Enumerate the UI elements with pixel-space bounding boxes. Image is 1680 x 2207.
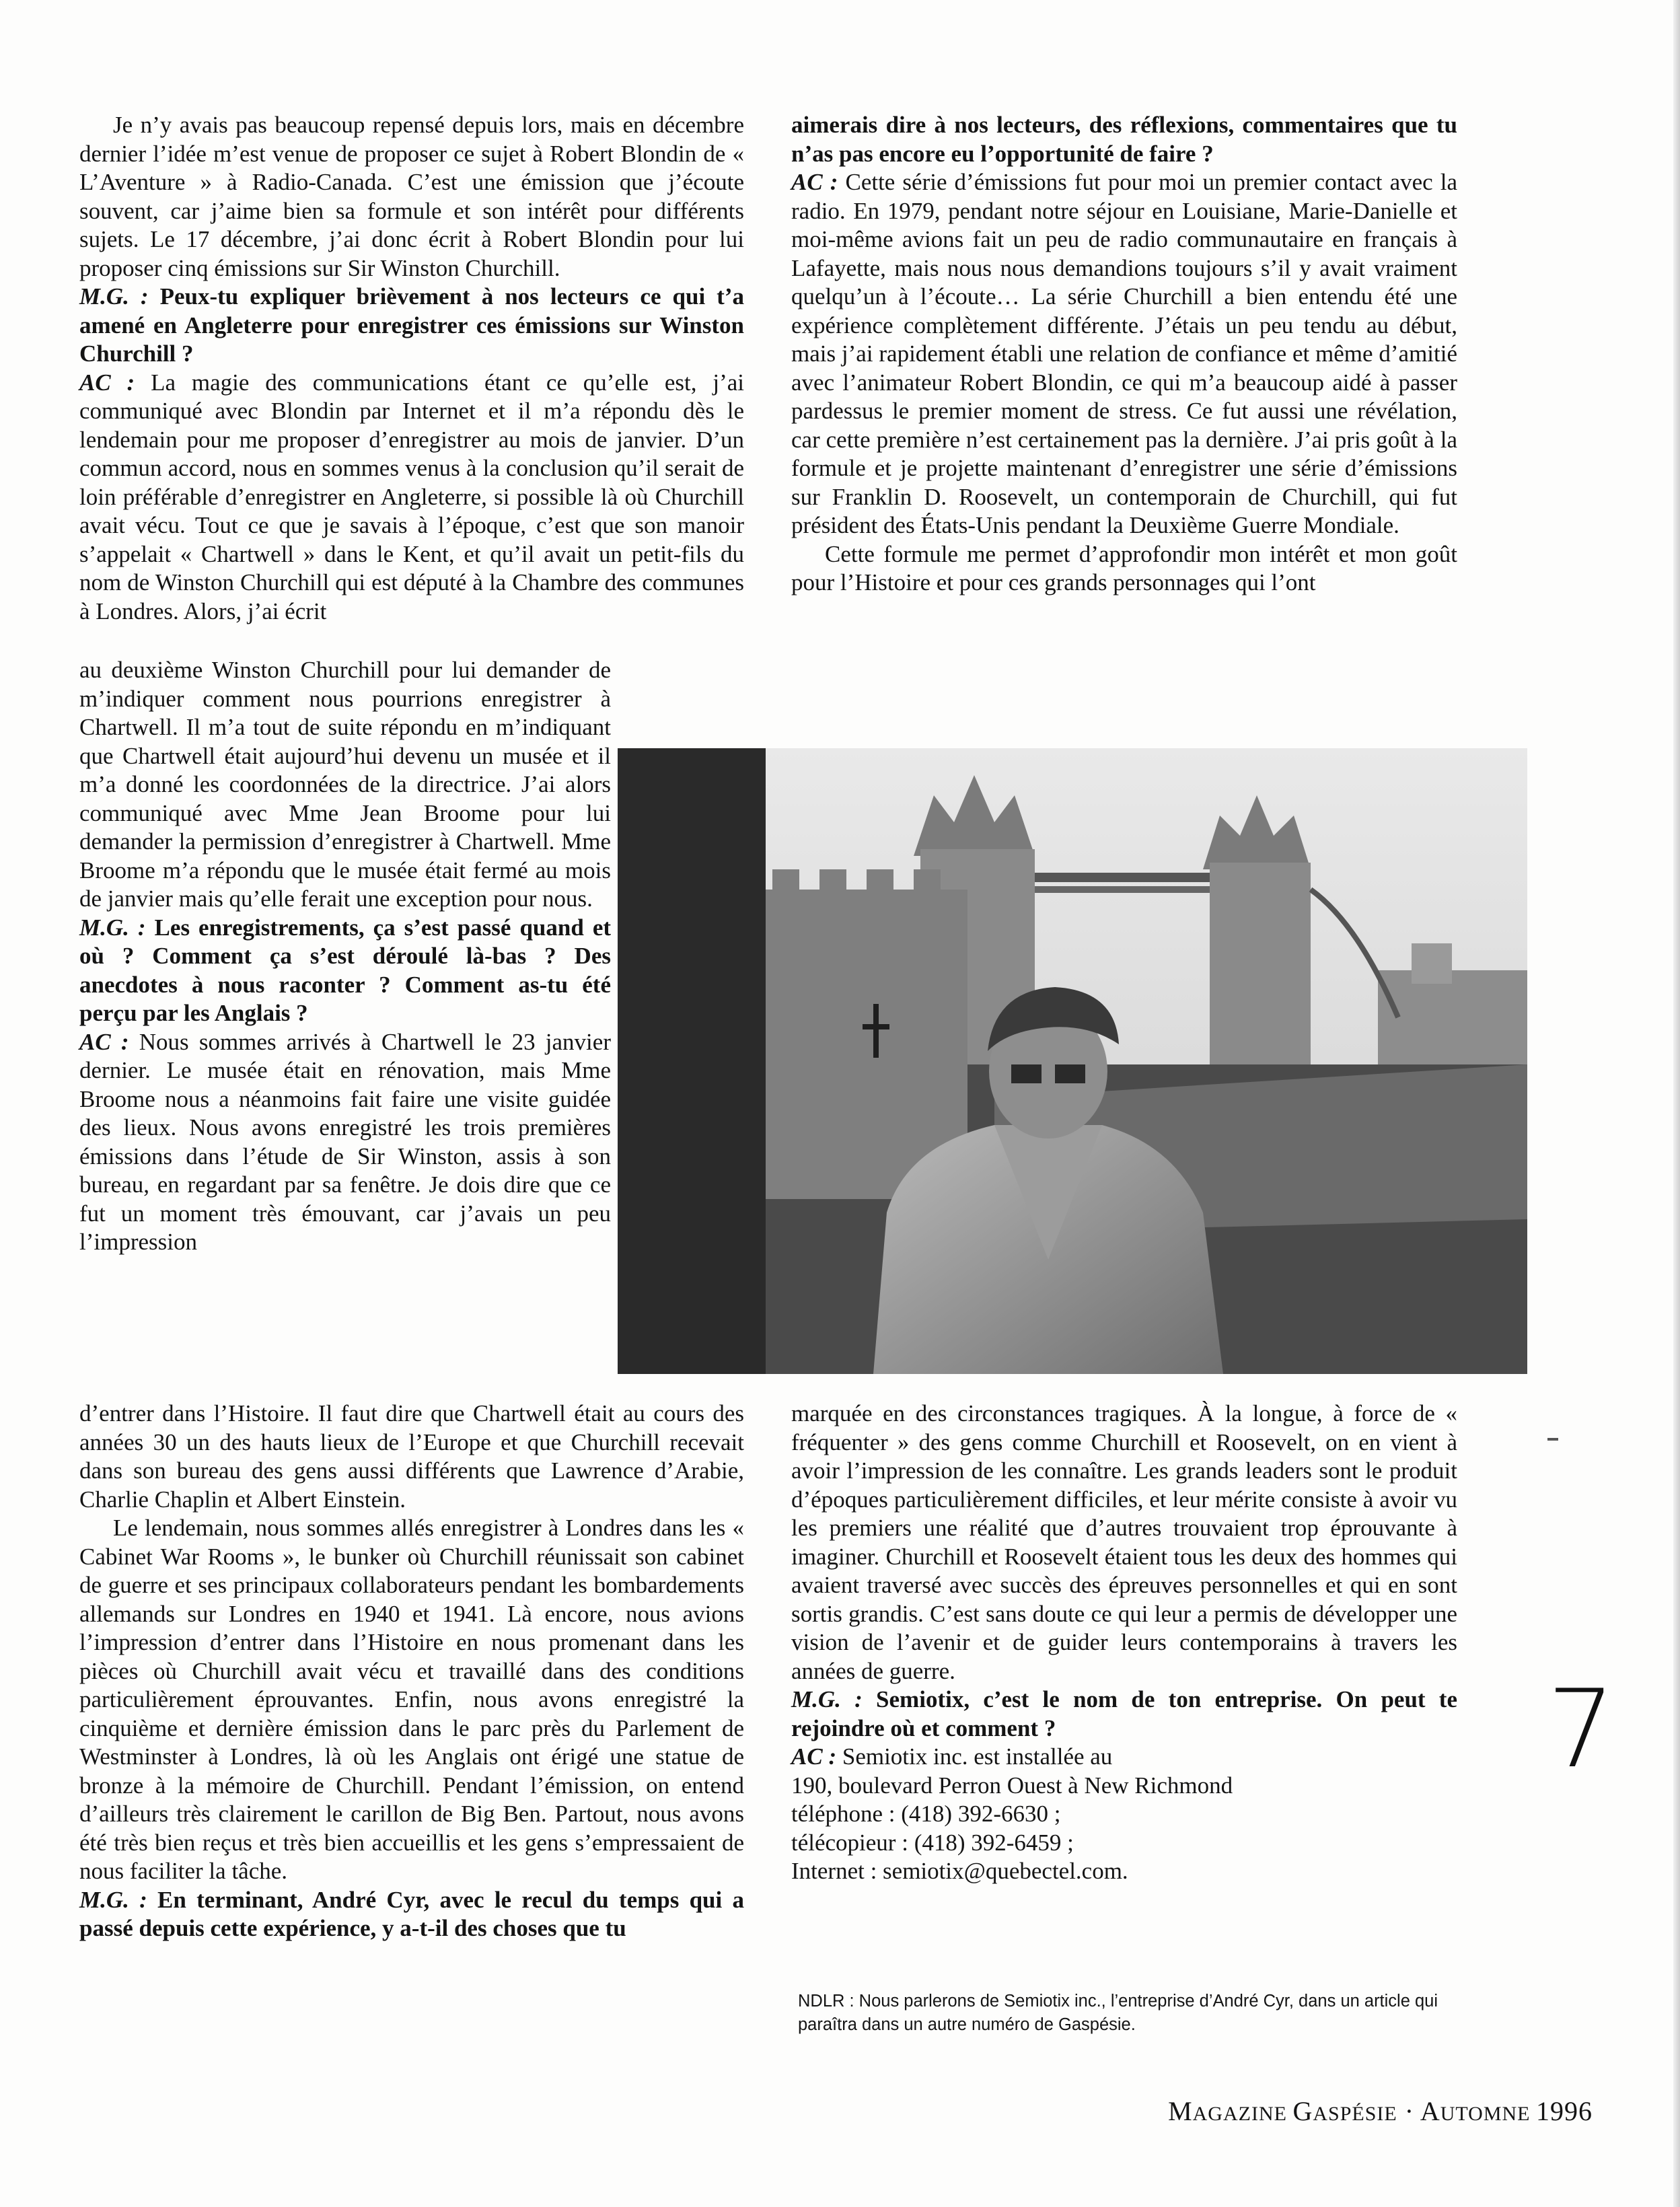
question-text: Peux-tu expliquer brièvement à nos lecteurs ce qui t’a amené en Angleterre pour enregistrer ces émissions sur Winston Churchill ? — [79, 283, 744, 367]
paragraph: Cette formule me permet d’approfondir mon intérêt et mon goût pour l’Histoire et pour ces grands personnages qui l’ont — [791, 540, 1457, 595]
contact-address: 190, boulevard Perron Ouest à New Richmond — [791, 1772, 1233, 1799]
question — [79, 914, 611, 1028]
answer-label: AC : — [79, 1028, 129, 1055]
answer-text: Nous sommes arrivés à Chartwell le 23 janvier dernier. Le musée était en rénovation, mais Mme Broome nous a néanmoins fait faire une visite guidée des lieux. Nous avons enregistré les trois premières émissions dans l’étude de Sir Winston, assis à son bureau, en regardant par sa fenêtre. Je dois dire que ce fut un moment très émouvant, car j’avais un peu l’impression — [79, 1028, 611, 1255]
paragraph: au deuxième Winston Churchill pour lui demander de m’indiquer comment nous pourrions enregistrer à Chartwell. Il m’a tout de suite répondu en m’indiquant que Chartwell était aujourd’hui devenu un musée et il m’a donné les coordonnées de la directrice. J’ai alors communiqué avec Mme Jean Broome pour lui demander la permission d’enregistrer à Chartwell. Mme Broome m’a répondu que le musée était fermé au mois de janvier mais qu’elle ferait une exception pour nous. — [79, 657, 611, 912]
question — [79, 283, 744, 369]
question-continuation: aimerais dire à nos lecteurs, des réflexions, commentaires que tu n’as pas encore eu l’opportunité de faire ? — [791, 112, 1457, 167]
answer-label: AC : — [791, 169, 838, 195]
left-column-wrap — [79, 656, 611, 1257]
footer-m: M — [1168, 2096, 1193, 2126]
answer-label: AC : — [791, 1743, 837, 1770]
footer-a: A — [1420, 2096, 1440, 2126]
answer-label: AC : — [79, 369, 135, 396]
interviewer-label: M.G. : — [79, 1886, 147, 1913]
contact-line: Semiotix inc. est installée au — [836, 1743, 1113, 1770]
answer — [79, 369, 744, 626]
left-column-bottom — [79, 1400, 744, 1943]
footer-agazine: AGAZINE — [1192, 2103, 1293, 2125]
footer-g: G — [1292, 2096, 1313, 2126]
answer-text: Cette série d’émissions fut pour moi un premier contact avec la radio. En 1979, pendant notre séjour en Louisiane, Marie-Danielle et moi-même avions fait un peu de radio communautaire en français à Lafayette, mais nous nous demandions toujours s’il y avait vraiment quelqu’un à l’écoute… La série Churchill a bien entendu été une expérience complètement différente. J’étais un peu tendu au début, mais j’ai rapidement établi une relation de confiance et même d’amitié avec l’animateur Robert Blondin, ce qui m’a beaucoup aidé à passer pardessus le premier moment de stress. Ce fut aussi une révélation, car cette première n’est certainement pas la dernière. J’ai pris goût à la formule et je projette maintenant d’enregistrer une série d’émissions sur Franklin D. Roosevelt, un contemporain de Churchill, qui fut président des États-Unis pendant la Deuxième Guerre Mondiale. — [791, 169, 1457, 538]
editor-note: NDLR : Nous parlerons de Semiotix inc., l’entreprise d’André Cyr, dans un article qui paraîtra dans un autre numéro de Gaspésie. — [798, 1992, 1438, 2034]
page-edge-shadow — [1673, 0, 1680, 2207]
paragraph: marquée en des circonstances tragiques. À la longue, à force de « fréquenter » des gens comme Churchill et Roosevelt, on en vient à avoir l’impression de les connaître. Les grands leaders sont le produit d’époques particulièrement difficiles, et leur mérite consiste à avoir vu les premiers une réalité que d’autres trouvaient trop éprouvante à imaginer. Churchill et Roosevelt étaient tous les deux des hommes qui avaient traversé avec succès des épreuves personnelles et qui en sont sortis grandis. C’est sans doute ce qui leur a permis de développer une vision de l’avenir et de guider leurs contemporains à travers les années de guerre. — [791, 1400, 1457, 1684]
paragraph: d’entrer dans l’Histoire. Il faut dire que Chartwell était au cours des années 30 un des hauts lieux de l’Europe et que Churchill recevait dans son bureau des gens aussi différents que Lawrence d’Arabie, Charlie Chaplin et Albert Einstein. — [79, 1400, 744, 1513]
footer-aspesie: ASPÉSIE — [1313, 2103, 1397, 2125]
margin-mark — [1547, 1438, 1558, 1441]
photo-illustration — [618, 748, 1527, 1374]
interviewer-label: M.G. : — [791, 1686, 863, 1712]
photo-tower-bridge — [618, 748, 1527, 1374]
right-column-bottom — [791, 1400, 1457, 1886]
question — [791, 1686, 1457, 1743]
contact-internet: Internet : semiotix@quebectel.com. — [791, 1858, 1128, 1884]
interviewer-label: M.G. : — [79, 283, 149, 310]
question-text: Les enregistrements, ça s’est passé quand et où ? Comment ça s’est déroulé là-bas ? Des anecdotes à nous raconter ? Comment as-tu été perçu par les Anglais ? — [79, 914, 612, 1026]
contact-fax: télécopieur : (418) 392-6459 ; — [791, 1829, 1074, 1856]
contact-phone: téléphone : (418) 392-6630 ; — [791, 1801, 1061, 1827]
footer-year: 1996 — [1536, 2096, 1593, 2126]
answer — [79, 1028, 611, 1257]
paragraph: Je n’y avais pas beaucoup repensé depuis lors, mais en décembre dernier l’idée m’est venue de proposer ce sujet à Robert Blondin de « L’Aventure » à Radio-Canada. C’est une émission que j’écoute souvent, car j’aime bien sa formule et son intérêt pour différents sujets. Le 17 décembre, j’ai donc écrit à Robert Blondin pour lui proposer cinq émissions sur Sir Winston Churchill. — [79, 112, 744, 281]
answer-contact — [791, 1743, 1457, 1772]
question-text: Semiotix, c’est le nom de ton entreprise. On peut te rejoindre où et comment ? — [791, 1686, 1458, 1741]
page-number: 7 — [1547, 1666, 1615, 1792]
question-text: En terminant, André Cyr, avec le recul du temps qui a passé depuis cette expérience, y a-t-il des choses que tu — [79, 1886, 744, 1941]
question — [79, 1886, 744, 1943]
footer-utomne: UTOMNE — [1440, 2103, 1536, 2125]
footer-separator: · — [1397, 2096, 1420, 2126]
answer-text: La magie des communications étant ce qu’elle est, j’ai communiqué avec Blondin par Internet et il m’a répondu dès le lendemain pour me proposer d’enregistrer au mois de janvier. D’un commun accord, nous en sommes venus à la conclusion qu’il serait de loin préférable d’enregistrer en Angleterre, si possible là où Churchill avait vécu. Tout ce que je savais à l’époque, c’est que son manoir s’appelait « Chartwell » dans le Kent, et qu’il avait un petit-fils du nom de Winston Churchill qui est député à la Chambre des communes à Londres. Alors, j’ai écrit — [79, 369, 744, 624]
running-footer — [1168, 2095, 1593, 2127]
answer — [791, 168, 1457, 540]
interviewer-label: M.G. : — [79, 914, 146, 941]
right-column-top — [791, 111, 1457, 598]
paragraph: Le lendemain, nous sommes allés enregistrer à Londres dans les « Cabinet War Rooms », le bunker où Churchill réunissait son cabinet de guerre et ses principaux collaborateurs pendant les bombardements allemands sur Londres en 1940 et 1941. Là encore, nous avions l’impression d’entrer dans l’Histoire en nous promenant dans les pièces où Churchill avait vécu et travaillé dans des conditions particulièrement éprouvantes. Enfin, nous avons enregistré la cinquième et dernière émission dans le parc près du Parlement de Westminster à Londres, là où les Anglais ont érigé une statue de bronze à la mémoire de Churchill. Pendant l’émission, on entend d’ailleurs très clairement le carillon de Big Ben. Partout, nous avons été très bien reçus et très bien accueillis et les gens s’empressaient de nous faciliter la tâche. — [79, 1515, 744, 1884]
left-column-top — [79, 111, 744, 626]
